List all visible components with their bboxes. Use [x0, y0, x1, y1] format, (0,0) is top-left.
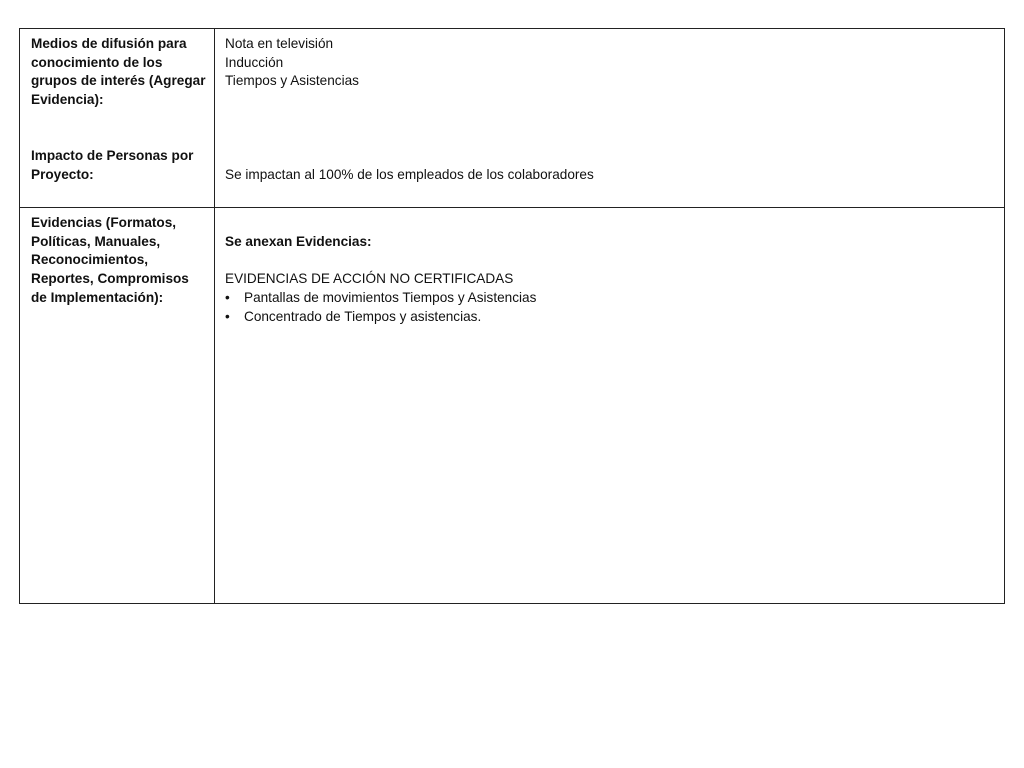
list-item-text: Concentrado de Tiempos y asistencias.: [244, 308, 482, 324]
impact-label: Impacto de Personas por Proyecto:: [31, 148, 194, 182]
broadcast-label: Medios de difusión para conocimiento de los grupos de interés (Agregar Evidencia):: [31, 36, 206, 108]
value-cell: [215, 208, 1004, 603]
list-item: [225, 308, 985, 327]
bullet-icon: •: [225, 308, 230, 324]
bullet-icon: •: [225, 290, 230, 305]
evidence-bullet-list: [225, 289, 985, 326]
evidence-label: Evidencias (Formatos, Políticas, Manuales, Reconocimientos, Reportes, Compromisos de Implementación):: [31, 215, 189, 305]
table-row-broadcast-impact: [20, 29, 1004, 208]
table-row-evidence: [20, 208, 1004, 603]
list-item-text: Pantallas de movimientos Tiempos y Asistencias: [244, 290, 537, 305]
broadcast-media-list: [225, 35, 985, 91]
evidence-table: [19, 28, 1005, 604]
label-cell: [20, 29, 215, 207]
broadcast-media-item: Tiempos y Asistencias: [225, 73, 359, 89]
broadcast-media-item: Inducción: [225, 54, 284, 70]
label-cell: [20, 208, 215, 603]
impact-value: Se impactan al 100% de los empleados de los colaboradores: [225, 167, 594, 182]
broadcast-media-item: Nota en televisión: [225, 36, 334, 51]
evidence-subheading: EVIDENCIAS DE ACCIÓN NO CERTIFICADAS: [225, 271, 514, 286]
value-cell: [215, 29, 1004, 207]
evidence-heading: Se anexan Evidencias:: [225, 234, 372, 249]
list-item: [225, 289, 985, 308]
